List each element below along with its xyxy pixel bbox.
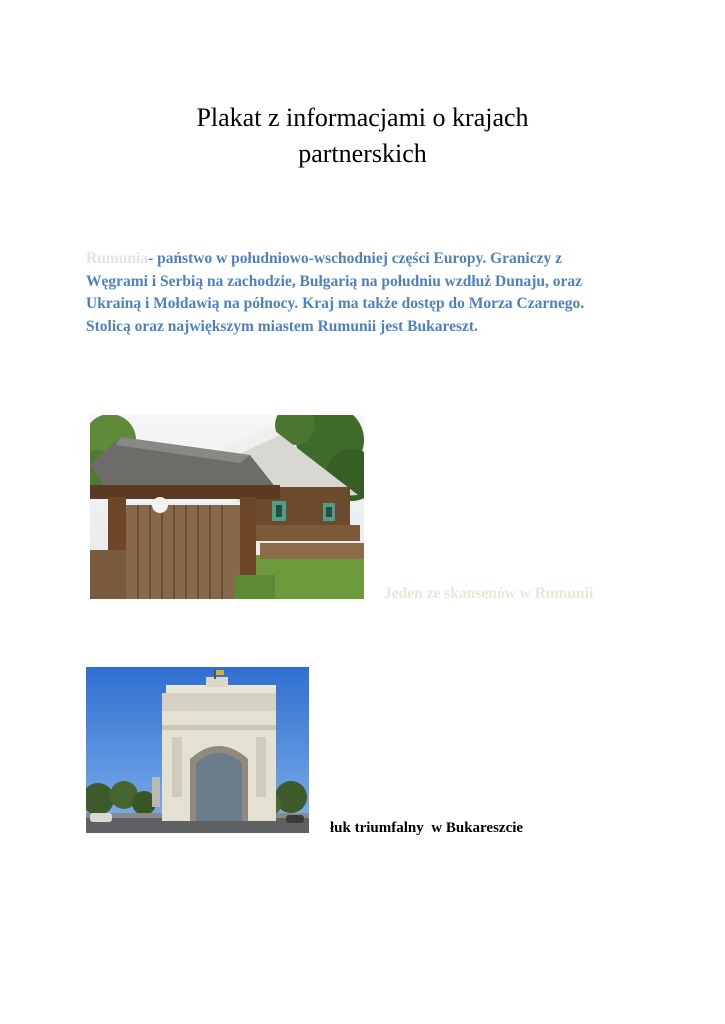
title-line-2: partnerskich	[298, 139, 427, 168]
wooden-house-gate-photo	[90, 415, 364, 599]
title-line-1: Plakat z informacjami o krajach	[196, 103, 529, 132]
intro-text: - państwo w południowo-wschodniej części Europy. Graniczy z Węgrami i Serbią na zachodzie, Bułgarią na południu wzdłuż Dunaju, oraz Ukrainą i Mołdawią na północy. Kraj ma także dostęp do Morza Czarnego. Stolicą oraz największym miastem Rumunii jest Bukareszt.	[86, 250, 585, 335]
country-name: Rumunia	[86, 250, 149, 267]
intro-paragraph	[86, 248, 626, 338]
skansen-caption: Jeden ze skansenów w Rumunii	[384, 585, 594, 602]
document-title	[0, 100, 725, 172]
triumphal-arch-photo	[86, 667, 309, 833]
arch-caption: łuk triumfalny w Bukareszcie	[330, 820, 524, 836]
